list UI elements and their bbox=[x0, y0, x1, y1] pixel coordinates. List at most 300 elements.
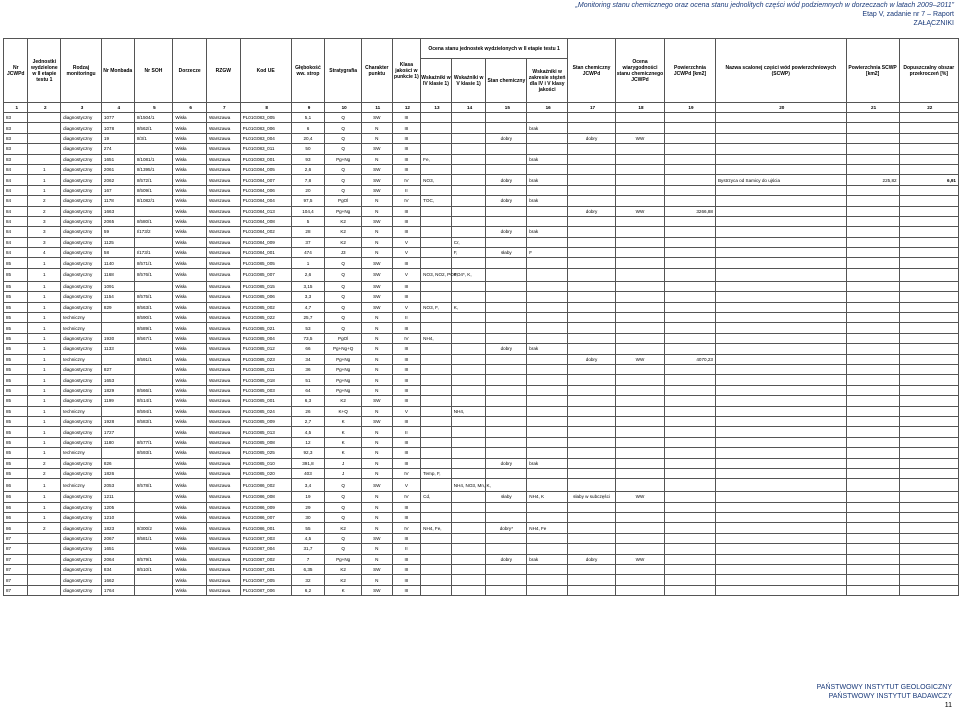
table-cell bbox=[568, 513, 616, 523]
table-cell bbox=[846, 416, 899, 426]
col-header-monitoring-type: Rodzaj monitoringu bbox=[61, 39, 102, 103]
table-cell: Warszawa bbox=[206, 323, 240, 333]
table-cell: Wisła bbox=[173, 437, 207, 447]
table-cell: PL01G083_004 bbox=[240, 133, 291, 143]
table-cell: PL01G086_001 bbox=[240, 523, 291, 533]
table-cell: Warszawa bbox=[206, 575, 240, 585]
table-cell: 12 bbox=[291, 437, 325, 447]
table-cell: V bbox=[392, 406, 421, 416]
table-cell bbox=[568, 175, 616, 185]
table-cell: 87 bbox=[4, 544, 28, 554]
table-cell bbox=[451, 133, 486, 143]
table-cell: 6,3 bbox=[291, 396, 325, 406]
table-cell bbox=[899, 523, 958, 533]
table-cell bbox=[899, 333, 958, 343]
table-cell bbox=[527, 302, 568, 312]
col-header-jcwpd: Nr JCWPd bbox=[4, 39, 28, 103]
table-cell bbox=[846, 313, 899, 323]
table-cell: brak bbox=[527, 154, 568, 164]
table-cell: 87 bbox=[4, 585, 28, 595]
table-cell bbox=[421, 292, 452, 302]
table-cell: J3 bbox=[325, 248, 362, 258]
table-cell bbox=[664, 513, 715, 523]
table-cell bbox=[568, 154, 616, 164]
table-cell: diagnostyczny bbox=[61, 375, 102, 385]
table-cell: 87 bbox=[4, 533, 28, 543]
table-cell bbox=[451, 458, 486, 468]
table-cell: 1125 bbox=[101, 237, 134, 247]
table-cell: Wisła bbox=[173, 364, 207, 374]
table-cell: Q bbox=[325, 292, 362, 302]
table-cell: dobry bbox=[486, 458, 527, 468]
table-cell bbox=[899, 113, 958, 123]
table-cell: NO3, F, bbox=[421, 302, 452, 312]
table-cell: III bbox=[392, 554, 421, 564]
table-cell: 85 bbox=[4, 354, 28, 364]
table-cell: Wisła bbox=[173, 354, 207, 364]
table-cell bbox=[616, 344, 665, 354]
table-cell: 1 bbox=[28, 385, 61, 395]
table-cell bbox=[715, 206, 846, 216]
table-row bbox=[4, 416, 959, 426]
column-number: 6 bbox=[173, 103, 207, 113]
table-cell bbox=[846, 154, 899, 164]
table-cell: diagnostyczny bbox=[61, 554, 102, 564]
table-row bbox=[4, 144, 959, 154]
table-cell bbox=[486, 364, 527, 374]
table-cell bbox=[421, 533, 452, 543]
table-cell: brak bbox=[527, 175, 568, 185]
col-header-area-scwp: Powierzchnia SCWP [km2] bbox=[846, 39, 899, 103]
table-cell: dobry bbox=[486, 227, 527, 237]
table-cell bbox=[486, 479, 527, 492]
table-cell bbox=[28, 133, 61, 143]
table-cell bbox=[664, 292, 715, 302]
table-cell: PL01G084_007 bbox=[240, 175, 291, 185]
table-cell bbox=[421, 344, 452, 354]
table-row bbox=[4, 313, 959, 323]
col-header-eu-code: Kod UE bbox=[240, 39, 291, 103]
table-cell: 1168 bbox=[101, 268, 134, 281]
table-cell bbox=[846, 216, 899, 226]
table-cell: techniczny bbox=[61, 354, 102, 364]
table-cell: Wisła bbox=[173, 385, 207, 395]
table-cell bbox=[568, 523, 616, 533]
table-cell bbox=[899, 492, 958, 502]
table-cell: III bbox=[392, 458, 421, 468]
table-cell bbox=[527, 396, 568, 406]
table-cell: 1 bbox=[291, 258, 325, 268]
table-cell: K bbox=[325, 585, 362, 595]
col-header-depth: Głębokość ww. strop bbox=[291, 39, 325, 103]
table-cell: PL01G085_015 bbox=[240, 281, 291, 291]
table-cell: PL01G085_004 bbox=[240, 333, 291, 343]
table-cell bbox=[616, 281, 665, 291]
table-cell: IV bbox=[392, 196, 421, 206]
col-header-units: Jednostki wydzielone w II etapie testu 1 bbox=[28, 39, 61, 103]
table-cell: 86 bbox=[4, 513, 28, 523]
table-cell: Warszawa bbox=[206, 216, 240, 226]
table-cell: Q bbox=[325, 268, 362, 281]
table-cell: Wisła bbox=[173, 281, 207, 291]
table-cell: 32 bbox=[291, 575, 325, 585]
table-cell: dobry bbox=[568, 354, 616, 364]
table-cell: Warszawa bbox=[206, 585, 240, 595]
table-cell bbox=[527, 479, 568, 492]
table-cell: diagnostyczny bbox=[61, 206, 102, 216]
table-cell bbox=[134, 468, 173, 478]
table-cell: Wisła bbox=[173, 144, 207, 154]
table-cell: N bbox=[362, 458, 393, 468]
table-cell bbox=[715, 164, 846, 174]
table-cell bbox=[134, 206, 173, 216]
table-cell: PL01G086_002 bbox=[240, 479, 291, 492]
table-cell bbox=[616, 544, 665, 554]
table-cell: N bbox=[362, 427, 393, 437]
table-cell: K bbox=[325, 448, 362, 458]
table-cell bbox=[28, 144, 61, 154]
table-cell: Warszawa bbox=[206, 344, 240, 354]
table-cell: diagnostyczny bbox=[61, 523, 102, 533]
table-cell: N bbox=[362, 406, 393, 416]
table-cell bbox=[616, 323, 665, 333]
table-cell bbox=[28, 554, 61, 564]
table-cell bbox=[527, 354, 568, 364]
table-cell bbox=[715, 554, 846, 564]
table-cell: PL01G085_009 bbox=[240, 416, 291, 426]
table-cell bbox=[527, 258, 568, 268]
table-cell: N bbox=[362, 575, 393, 585]
table-cell: Wisła bbox=[173, 292, 207, 302]
table-cell bbox=[846, 468, 899, 478]
table-row bbox=[4, 448, 959, 458]
table-cell bbox=[715, 565, 846, 575]
table-cell bbox=[421, 565, 452, 575]
table-cell bbox=[899, 144, 958, 154]
table-cell bbox=[486, 513, 527, 523]
table-cell: Q bbox=[325, 492, 362, 502]
table-cell bbox=[616, 375, 665, 385]
table-cell bbox=[451, 575, 486, 585]
table-cell bbox=[486, 502, 527, 512]
table-cell: Wisła bbox=[173, 523, 207, 533]
table-cell: N bbox=[362, 133, 393, 143]
table-cell bbox=[664, 281, 715, 291]
table-cell bbox=[899, 513, 958, 523]
table-cell: diagnostyczny bbox=[61, 164, 102, 174]
table-cell bbox=[451, 427, 486, 437]
table-cell: PL01G084_005 bbox=[240, 164, 291, 174]
table-cell bbox=[486, 544, 527, 554]
table-cell bbox=[527, 375, 568, 385]
table-cell bbox=[616, 292, 665, 302]
table-cell bbox=[616, 437, 665, 447]
table-cell: Wisła bbox=[173, 492, 207, 502]
table-cell: Warszawa bbox=[206, 502, 240, 512]
table-row bbox=[4, 575, 959, 585]
table-cell bbox=[451, 123, 486, 133]
table-cell: 86 bbox=[4, 479, 28, 492]
table-cell: 1 bbox=[28, 344, 61, 354]
table-cell: WW bbox=[616, 492, 665, 502]
table-cell: 66 bbox=[291, 344, 325, 354]
table-cell bbox=[421, 513, 452, 523]
table-cell: Pg+Ng bbox=[325, 554, 362, 564]
table-cell: Warszawa bbox=[206, 492, 240, 502]
table-cell bbox=[451, 175, 486, 185]
table-cell bbox=[846, 585, 899, 595]
table-cell: Warszawa bbox=[206, 281, 240, 291]
table-row bbox=[4, 354, 959, 364]
table-cell bbox=[664, 164, 715, 174]
table-cell bbox=[616, 479, 665, 492]
column-number: 20 bbox=[715, 103, 846, 113]
table-cell: diagnostyczny bbox=[61, 437, 102, 447]
table-cell bbox=[715, 333, 846, 343]
table-cell bbox=[568, 437, 616, 447]
table-cell bbox=[715, 344, 846, 354]
table-cell: III bbox=[392, 216, 421, 226]
table-cell bbox=[846, 281, 899, 291]
table-cell bbox=[134, 427, 173, 437]
table-cell bbox=[451, 313, 486, 323]
col-header-rzgw: RZGW bbox=[206, 39, 240, 103]
table-cell: 403 bbox=[291, 468, 325, 478]
table-cell bbox=[664, 154, 715, 164]
table-cell bbox=[486, 406, 527, 416]
table-cell bbox=[451, 533, 486, 543]
table-row bbox=[4, 565, 959, 575]
table-cell: 85 bbox=[4, 333, 28, 343]
table-cell: diagnostyczny bbox=[61, 544, 102, 554]
table-cell: 391,8 bbox=[291, 458, 325, 468]
table-cell: 1653 bbox=[101, 375, 134, 385]
table-row bbox=[4, 375, 959, 385]
table-cell bbox=[664, 544, 715, 554]
table-cell: III bbox=[392, 123, 421, 133]
table-cell bbox=[616, 333, 665, 343]
table-cell bbox=[899, 281, 958, 291]
table-cell: V bbox=[392, 248, 421, 258]
table-cell: Wisła bbox=[173, 196, 207, 206]
table-cell bbox=[421, 575, 452, 585]
table-cell bbox=[451, 523, 486, 533]
table-cell: 7 bbox=[291, 554, 325, 564]
table-cell: 1 bbox=[28, 313, 61, 323]
table-cell: 2,7 bbox=[291, 416, 325, 426]
table-cell: 829 bbox=[101, 302, 134, 312]
table-cell bbox=[664, 364, 715, 374]
table-cell: diagnostyczny bbox=[61, 258, 102, 268]
col-header-chem-status-jcwpd: Stan chemiczny JCWPd bbox=[568, 39, 616, 103]
table-cell: 3,3 bbox=[291, 292, 325, 302]
table-cell bbox=[715, 585, 846, 595]
table-cell bbox=[664, 375, 715, 385]
table-cell: brak bbox=[527, 344, 568, 354]
table-cell bbox=[421, 406, 452, 416]
table-cell bbox=[899, 133, 958, 143]
table-cell: diagnostyczny bbox=[61, 575, 102, 585]
table-cell bbox=[451, 344, 486, 354]
table-cell bbox=[715, 375, 846, 385]
table-cell: 28 bbox=[291, 227, 325, 237]
table-cell bbox=[846, 248, 899, 258]
table-cell: PL01G085_020 bbox=[240, 468, 291, 478]
table-cell: 1 bbox=[28, 396, 61, 406]
table-cell: diagnostyczny bbox=[61, 416, 102, 426]
table-cell bbox=[616, 565, 665, 575]
table-cell: N bbox=[362, 344, 393, 354]
table-cell: III bbox=[392, 344, 421, 354]
table-cell bbox=[568, 196, 616, 206]
table-cell: F bbox=[527, 248, 568, 258]
table-cell bbox=[846, 427, 899, 437]
table-cell bbox=[568, 237, 616, 247]
table-row bbox=[4, 523, 959, 533]
table-cell: diagnostyczny bbox=[61, 502, 102, 512]
table-cell bbox=[527, 292, 568, 302]
table-cell bbox=[568, 333, 616, 343]
table-cell: Wisła bbox=[173, 258, 207, 268]
table-cell bbox=[28, 585, 61, 595]
table-cell bbox=[846, 237, 899, 247]
column-number: 11 bbox=[362, 103, 393, 113]
table-cell: III bbox=[392, 448, 421, 458]
table-row bbox=[4, 479, 959, 492]
table-row bbox=[4, 206, 959, 216]
table-cell: diagnostyczny bbox=[61, 458, 102, 468]
report-header bbox=[576, 1, 954, 28]
table-cell: 85 bbox=[4, 364, 28, 374]
table-cell: PL01G085_012 bbox=[240, 344, 291, 354]
table-cell bbox=[664, 196, 715, 206]
table-cell: Warszawa bbox=[206, 479, 240, 492]
column-number-row bbox=[4, 103, 959, 113]
table-cell: 3,15 bbox=[291, 281, 325, 291]
table-row bbox=[4, 533, 959, 543]
table-cell bbox=[616, 575, 665, 585]
table-cell: N bbox=[362, 364, 393, 374]
table-cell bbox=[421, 354, 452, 364]
table-cell: III bbox=[392, 513, 421, 523]
table-cell: 1 bbox=[28, 492, 61, 502]
table-cell: Wisła bbox=[173, 133, 207, 143]
table-cell bbox=[451, 354, 486, 364]
table-cell bbox=[568, 185, 616, 195]
table-cell bbox=[527, 313, 568, 323]
table-cell: Warszawa bbox=[206, 554, 240, 564]
table-cell: Warszawa bbox=[206, 354, 240, 364]
table-cell: 6 bbox=[291, 123, 325, 133]
table-cell: NH4, Fe bbox=[527, 523, 568, 533]
table-cell: PL01G087_002 bbox=[240, 554, 291, 564]
table-cell bbox=[568, 281, 616, 291]
table-cell bbox=[715, 533, 846, 543]
table-cell bbox=[568, 313, 616, 323]
table-cell bbox=[616, 427, 665, 437]
table-cell: diagnostyczny bbox=[61, 175, 102, 185]
table-cell bbox=[568, 565, 616, 575]
table-cell: Wisła bbox=[173, 406, 207, 416]
table-cell: PL01G087_003 bbox=[240, 533, 291, 543]
table-cell: K+Q bbox=[325, 406, 362, 416]
table-cell bbox=[486, 427, 527, 437]
table-cell: Warszawa bbox=[206, 123, 240, 133]
table-cell bbox=[527, 216, 568, 226]
table-row bbox=[4, 344, 959, 354]
table-cell: Warszawa bbox=[206, 185, 240, 195]
table-cell bbox=[899, 554, 958, 564]
table-cell: II/580/1 bbox=[134, 216, 173, 226]
table-cell: 85 bbox=[4, 448, 28, 458]
table-cell: 2 bbox=[28, 523, 61, 533]
table-cell: 84 bbox=[4, 164, 28, 174]
table-cell bbox=[715, 154, 846, 164]
table-cell bbox=[846, 396, 899, 406]
table-cell bbox=[846, 364, 899, 374]
table-cell bbox=[527, 565, 568, 575]
table-cell: diagnostyczny bbox=[61, 468, 102, 478]
table-cell bbox=[527, 185, 568, 195]
table-cell: diagnostyczny bbox=[61, 227, 102, 237]
table-cell bbox=[616, 458, 665, 468]
table-cell bbox=[451, 554, 486, 564]
table-cell bbox=[421, 479, 452, 492]
table-cell bbox=[527, 113, 568, 123]
table-cell: 20 bbox=[291, 185, 325, 195]
table-cell: brak bbox=[527, 196, 568, 206]
table-cell: diagnostyczny bbox=[61, 585, 102, 595]
table-cell: Warszawa bbox=[206, 437, 240, 447]
table-cell bbox=[715, 144, 846, 154]
table-cell bbox=[568, 468, 616, 478]
table-cell: 3,4 bbox=[291, 479, 325, 492]
table-cell: Wisła bbox=[173, 585, 207, 595]
table-cell bbox=[568, 396, 616, 406]
table-cell: Warszawa bbox=[206, 175, 240, 185]
table-cell bbox=[899, 575, 958, 585]
table-cell bbox=[846, 206, 899, 216]
table-cell bbox=[899, 396, 958, 406]
table-cell: brak bbox=[527, 458, 568, 468]
table-cell: diagnostyczny bbox=[61, 427, 102, 437]
table-cell bbox=[28, 533, 61, 543]
table-cell bbox=[616, 585, 665, 595]
table-cell: SW bbox=[362, 268, 393, 281]
table-cell bbox=[421, 502, 452, 512]
table-cell: 2,6 bbox=[291, 268, 325, 281]
table-cell: II/590/1 bbox=[134, 313, 173, 323]
report-stage: Etap V, zadanie nr 7 – Raport bbox=[862, 11, 954, 18]
table-cell bbox=[616, 533, 665, 543]
table-cell bbox=[451, 258, 486, 268]
table-cell bbox=[568, 427, 616, 437]
table-cell: II/571/1 bbox=[134, 258, 173, 268]
table-cell: V bbox=[392, 479, 421, 492]
table-cell: NO3, bbox=[421, 175, 452, 185]
table-cell: 29 bbox=[291, 502, 325, 512]
table-cell bbox=[846, 123, 899, 133]
table-cell bbox=[846, 479, 899, 492]
table-cell: III bbox=[392, 533, 421, 543]
table-cell: 85 bbox=[4, 437, 28, 447]
table-cell bbox=[134, 492, 173, 502]
table-cell bbox=[616, 258, 665, 268]
table-cell bbox=[616, 385, 665, 395]
table-cell: 84 bbox=[4, 227, 28, 237]
table-cell bbox=[846, 354, 899, 364]
table-cell: 3266,88 bbox=[664, 206, 715, 216]
